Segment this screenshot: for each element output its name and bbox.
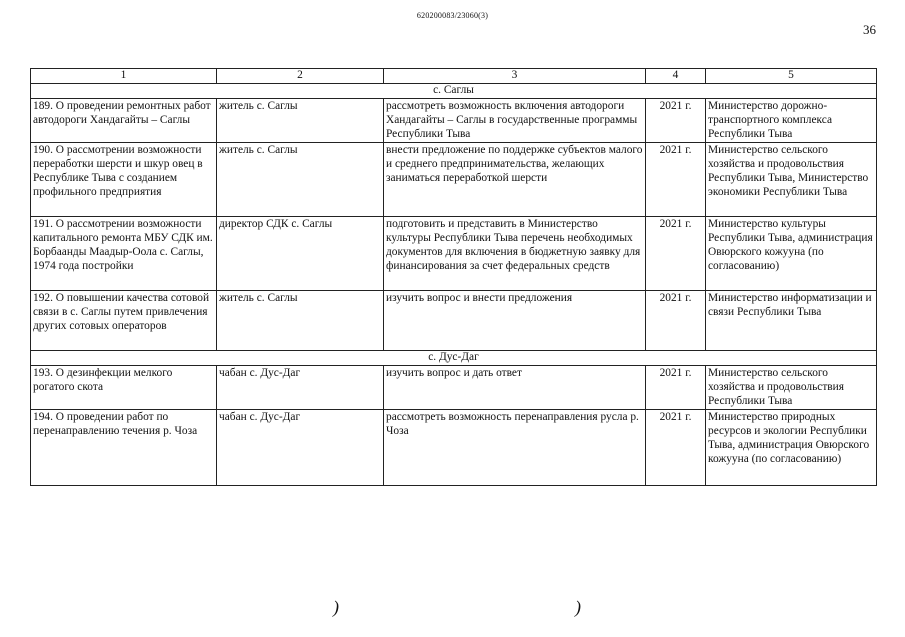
table-row [31,366,877,410]
initiator-cell: житель с. Саглы [217,99,384,143]
table-row [31,217,877,291]
stray-mark: ) [575,597,581,617]
column-header: 5 [706,69,877,84]
section-title: с. Дус-Даг [31,351,877,366]
page-number: 36 [863,22,876,37]
column-header: 3 [384,69,646,84]
action-cell: рассмотреть возможность перенаправления русла р. Чоза [384,410,646,486]
initiator-cell: житель с. Саглы [217,143,384,217]
deadline-cell: 2021 г. [646,410,706,486]
responsible-cell: Министерство сельского хозяйства и продовольствия Республики Тыва [706,366,877,410]
table-row [31,410,877,486]
document-id: 620200083/23060(3) [416,11,489,20]
responsible-cell: Министерство природных ресурсов и экологии Республики Тыва, администрация Овюрского кожууна (по согласованию) [706,410,877,486]
section-row [31,84,877,99]
issue-cell: 194. О проведении работ по перенаправлению течения р. Чоза [31,410,217,486]
section-title: с. Саглы [31,84,877,99]
action-cell: рассмотреть возможность включения автодороги Хандагайты – Саглы в государственные программы Республики Тыва [384,99,646,143]
table-row [31,291,877,351]
deadline-cell: 2021 г. [646,99,706,143]
responsible-cell: Министерство сельского хозяйства и продовольствия Республики Тыва, Министерство экономики Республики Тыва [706,143,877,217]
deadline-cell: 2021 г. [646,217,706,291]
initiator-cell: директор СДК с. Саглы [217,217,384,291]
deadline-cell: 2021 г. [646,291,706,351]
responsible-cell: Министерство культуры Республики Тыва, администрация Овюрского кожууна (по согласованию) [706,217,877,291]
issue-cell: 192. О повышении качества сотовой связи в с. Саглы путем привлечения других сотовых операторов [31,291,217,351]
column-number-row [31,69,877,84]
initiator-cell: чабан с. Дус-Даг [217,366,384,410]
table-row [31,143,877,217]
stray-mark: ) [333,597,339,617]
action-cell: подготовить и представить в Министерство культуры Республики Тыва перечень необходимых документов для включения в бюджетную заявку для финансирования за счет федеральных средств [384,217,646,291]
initiator-cell: чабан с. Дус-Даг [217,410,384,486]
issue-cell: 193. О дезинфекции мелкого рогатого скота [31,366,217,410]
action-cell: внести предложение по поддержке субъектов малого и среднего предпринимательства, желающих заниматься переработкой шерсти [384,143,646,217]
responsible-cell: Министерство информатизации и связи Республики Тыва [706,291,877,351]
issue-cell: 189. О проведении ремонтных работ автодороги Хандагайты – Саглы [31,99,217,143]
column-header: 1 [31,69,217,84]
issue-cell: 191. О рассмотрении возможности капитального ремонта МБУ СДК им. Борбаанды Маадыр-Оола с. Саглы, 1974 года постройки [31,217,217,291]
table-row [31,99,877,143]
deadline-cell: 2021 г. [646,143,706,217]
issue-cell: 190. О рассмотрении возможности переработки шерсти и шкур овец в Республике Тыва с созданием профильного предприятия [31,143,217,217]
action-cell: изучить вопрос и дать ответ [384,366,646,410]
column-header: 2 [217,69,384,84]
deadline-cell: 2021 г. [646,366,706,410]
initiator-cell: житель с. Саглы [217,291,384,351]
section-row [31,351,877,366]
document-table [30,68,877,486]
action-cell: изучить вопрос и внести предложения [384,291,646,351]
column-header: 4 [646,69,706,84]
responsible-cell: Министерство дорожно-транспортного комплекса Республики Тыва [706,99,877,143]
